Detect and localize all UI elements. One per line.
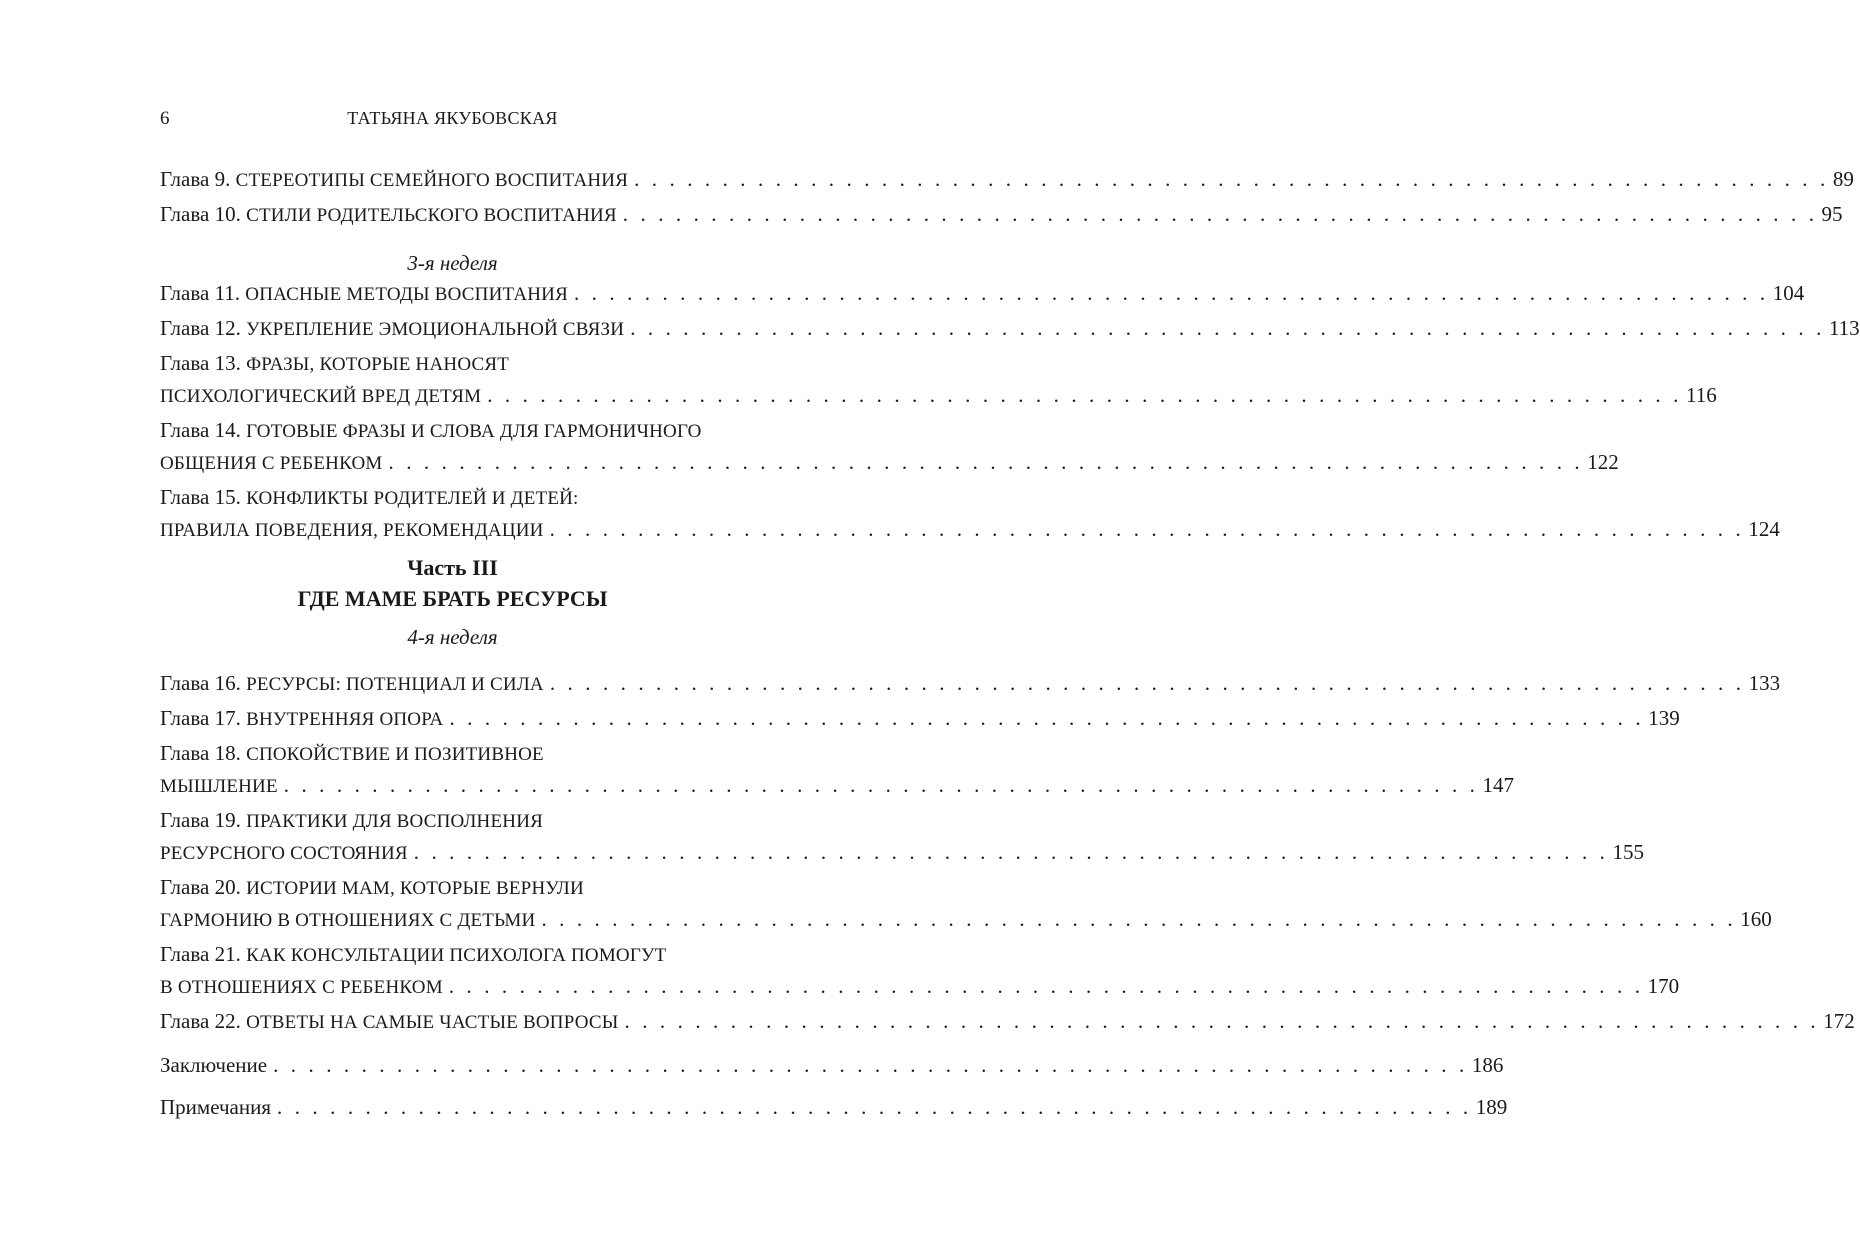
chapter-title-cont: В ОТНОШЕНИЯХ С РЕБЕНКОМ: [160, 977, 443, 998]
chapter-prefix: Глава 19.: [160, 808, 241, 832]
page-ref: 122: [1587, 450, 1619, 474]
dot-leader: . . . . . . . . . . . . . . . . . . . . . . . . . . . . . . . . . . . . . . . . . . . . . . . . . . . . . . . . . . . . . . . . . . . .: [622, 202, 1818, 226]
chapter-title-cont: РЕСУРСНОГО СОСТОЯНИЯ: [160, 843, 408, 864]
chapter-title: ИСТОРИИ МАМ, КОТОРЫЕ ВЕРНУЛИ: [246, 878, 584, 899]
week4-block: [160, 668, 1855, 1122]
toc-entry[interactable]: [160, 415, 1619, 479]
page-ref: 139: [1648, 706, 1680, 730]
chapter-title-cont: МЫШЛЕНИЕ: [160, 776, 278, 797]
dot-leader: . . . . . . . . . . . . . . . . . . . . . . . . . . . . . . . . . . . . . . . . . . . . . . . . . . . . . . . . . . . . . . . . . . . .: [487, 383, 1682, 407]
toc-entry[interactable]: [160, 872, 1772, 936]
toc-top-block: [160, 164, 1854, 231]
toc-entry[interactable]: [160, 668, 1781, 700]
chapter-title-cont: ОБЩЕНИЯ С РЕБЕНКОМ: [160, 453, 383, 474]
chapter-prefix: Глава 22.: [160, 1009, 241, 1033]
chapter-title: ОТВЕТЫ НА САМЫЕ ЧАСТЫЕ ВОПРОСЫ: [246, 1012, 619, 1033]
toc-entry[interactable]: [160, 805, 1644, 869]
dot-leader: . . . . . . . . . . . . . . . . . . . . . . . . . . . . . . . . . . . . . . . . . . . . . . . . . . . . . . . . . . . . . . . . . . . .: [388, 450, 1584, 474]
toc-entry[interactable]: [160, 703, 1680, 735]
dot-leader: . . . . . . . . . . . . . . . . . . . . . . . . . . . . . . . . . . . . . . . . . . . . . . . . . . . . . . . . . . . . . . . . . . . .: [541, 907, 1737, 931]
page-ref: 124: [1748, 517, 1780, 541]
page-ref: 95: [1821, 202, 1843, 226]
dot-leader: . . . . . . . . . . . . . . . . . . . . . . . . . . . . . . . . . . . . . . . . . . . . . . . . . . . . . . . . . . . . . . . . . . . .: [634, 167, 1829, 191]
chapter-prefix: Глава 13.: [160, 351, 241, 375]
page-ref: 116: [1685, 383, 1717, 407]
chapter-prefix: Глава 11.: [160, 281, 241, 305]
toc-entry[interactable]: [160, 199, 1843, 231]
toc-entry-notes[interactable]: [160, 1092, 1508, 1122]
page-ref: 172: [1823, 1009, 1855, 1033]
chapter-title: РЕСУРСЫ: ПОТЕНЦИАЛ И СИЛА: [246, 674, 544, 695]
page-ref: 186: [1471, 1053, 1504, 1077]
chapter-title: СТЕРЕОТИПЫ СЕМЕЙНОГО ВОСПИТАНИЯ: [235, 170, 629, 191]
toc-entry[interactable]: [160, 278, 1805, 310]
chapter-title: ГОТОВЫЕ ФРАЗЫ И СЛОВА ДЛЯ ГАРМОНИЧНОГО: [246, 421, 702, 442]
page-ref: 147: [1482, 773, 1515, 797]
dot-leader: . . . . . . . . . . . . . . . . . . . . . . . . . . . . . . . . . . . . . . . . . . . . . . . . . . . . . . . . . . . . . . . . . . . .: [448, 974, 1644, 998]
chapter-title: КОНФЛИКТЫ РОДИТЕЛЕЙ И ДЕТЕЙ:: [246, 488, 579, 509]
page-header: [160, 108, 745, 134]
chapter-title: КАК КОНСУЛЬТАЦИИ ПСИХОЛОГА ПОМОГУТ: [246, 945, 667, 966]
chapter-prefix: Глава 17.: [160, 706, 241, 730]
chapter-title-cont: ГАРМОНИЮ В ОТНОШЕНИЯХ С ДЕТЬМИ: [160, 910, 536, 931]
toc-entry[interactable]: [160, 738, 1515, 802]
dot-leader: . . . . . . . . . . . . . . . . . . . . . . . . . . . . . . . . . . . . . . . . . . . . . . . . . . . . . . . . . . . . . . . . . . . .: [624, 1009, 1820, 1033]
chapter-title: ОПАСНЫЕ МЕТОДЫ ВОСПИТАНИЯ: [245, 284, 568, 305]
week3-block: [160, 248, 1860, 546]
toc-entry[interactable]: [160, 164, 1854, 196]
chapter-prefix: Глава 21.: [160, 942, 241, 966]
week-heading: 3-я неделя: [407, 251, 498, 275]
chapter-prefix: Глава 9.: [160, 167, 231, 191]
chapter-prefix: Глава 12.: [160, 316, 241, 340]
dot-leader: . . . . . . . . . . . . . . . . . . . . . . . . . . . . . . . . . . . . . . . . . . . . . . . . . . . . . . . . . . . . . . . . . . . .: [283, 773, 1479, 797]
page-ref: 133: [1748, 671, 1781, 695]
dot-leader: . . . . . . . . . . . . . . . . . . . . . . . . . . . . . . . . . . . . . . . . . . . . . . . . . . . . . . . . . . . . . . . . . . . .: [277, 1095, 1472, 1119]
toc-entry[interactable]: [160, 482, 1780, 546]
page-ref: 155: [1612, 840, 1644, 864]
part-label: Часть III: [407, 555, 498, 580]
page-ref: 104: [1772, 281, 1805, 305]
page-ref: 170: [1647, 974, 1680, 998]
chapter-title: УКРЕПЛЕНИЕ ЭМОЦИОНАЛЬНОЙ СВЯЗИ: [246, 319, 625, 340]
chapter-title: СТИЛИ РОДИТЕЛЬСКОГО ВОСПИТАНИЯ: [246, 205, 617, 226]
chapter-title-cont: ПРАВИЛА ПОВЕДЕНИЯ, РЕКОМЕНДАЦИИ: [160, 520, 544, 541]
page-ref: 113: [1828, 316, 1860, 340]
chapter-title-cont: ПСИХОЛОГИЧЕСКИЙ ВРЕД ДЕТЯМ: [160, 386, 482, 407]
chapter-prefix: Глава 18.: [160, 741, 241, 765]
chapter-prefix: Глава 15.: [160, 485, 241, 509]
toc-entry[interactable]: [160, 1006, 1855, 1038]
dot-leader: . . . . . . . . . . . . . . . . . . . . . . . . . . . . . . . . . . . . . . . . . . . . . . . . . . . . . . . . . . . . . . . . . . . .: [273, 1053, 1468, 1077]
chapter-title: ВНУТРЕННЯЯ ОПОРА: [246, 709, 444, 730]
chapter-prefix: Глава 20.: [160, 875, 241, 899]
dot-leader: . . . . . . . . . . . . . . . . . . . . . . . . . . . . . . . . . . . . . . . . . . . . . . . . . . . . . . . . . . . . . . . . . . . .: [449, 706, 1645, 730]
dot-leader: . . . . . . . . . . . . . . . . . . . . . . . . . . . . . . . . . . . . . . . . . . . . . . . . . . . . . . . . . . . . . . . . . . . .: [413, 840, 1609, 864]
page-ref: 89: [1832, 167, 1854, 191]
dot-leader: . . . . . . . . . . . . . . . . . . . . . . . . . . . . . . . . . . . . . . . . . . . . . . . . . . . . . . . . . . . . . . . . . . . .: [630, 316, 1825, 340]
toc-entry-conclusion[interactable]: [160, 1050, 1504, 1080]
toc-entry[interactable]: [160, 313, 1860, 345]
notes-title: Примечания: [160, 1095, 272, 1119]
page-number: 6: [160, 108, 170, 129]
dot-leader: . . . . . . . . . . . . . . . . . . . . . . . . . . . . . . . . . . . . . . . . . . . . . . . . . . . . . . . . . . . . . . . . . . . .: [573, 281, 1769, 305]
chapter-prefix: Глава 14.: [160, 418, 241, 442]
chapter-prefix: Глава 10.: [160, 202, 241, 226]
conclusion-title: Заключение: [160, 1053, 268, 1077]
toc-entry[interactable]: [160, 939, 1680, 1003]
page-ref: 160: [1740, 907, 1772, 931]
part-title: ГДЕ МАМЕ БРАТЬ РЕСУРСЫ: [297, 586, 608, 611]
toc-entry[interactable]: [160, 348, 1717, 412]
week-heading: 4-я неделя: [407, 625, 498, 649]
chapter-prefix: Глава 16.: [160, 671, 241, 695]
page-ref: 189: [1475, 1095, 1508, 1119]
part3-block: [160, 552, 745, 652]
dot-leader: . . . . . . . . . . . . . . . . . . . . . . . . . . . . . . . . . . . . . . . . . . . . . . . . . . . . . . . . . . . . . . . . . . . .: [549, 517, 1745, 541]
chapter-title: ФРАЗЫ, КОТОРЫЕ НАНОСЯТ: [246, 354, 510, 375]
running-title: ТАТЬЯНА ЯКУБОВСКАЯ: [347, 108, 558, 128]
chapter-title: ПРАКТИКИ ДЛЯ ВОСПОЛНЕНИЯ: [246, 811, 543, 832]
dot-leader: . . . . . . . . . . . . . . . . . . . . . . . . . . . . . . . . . . . . . . . . . . . . . . . . . . . . . . . . . . . . . . . . . . . .: [549, 671, 1745, 695]
chapter-title: СПОКОЙСТВИЕ И ПОЗИТИВНОЕ: [246, 744, 544, 765]
